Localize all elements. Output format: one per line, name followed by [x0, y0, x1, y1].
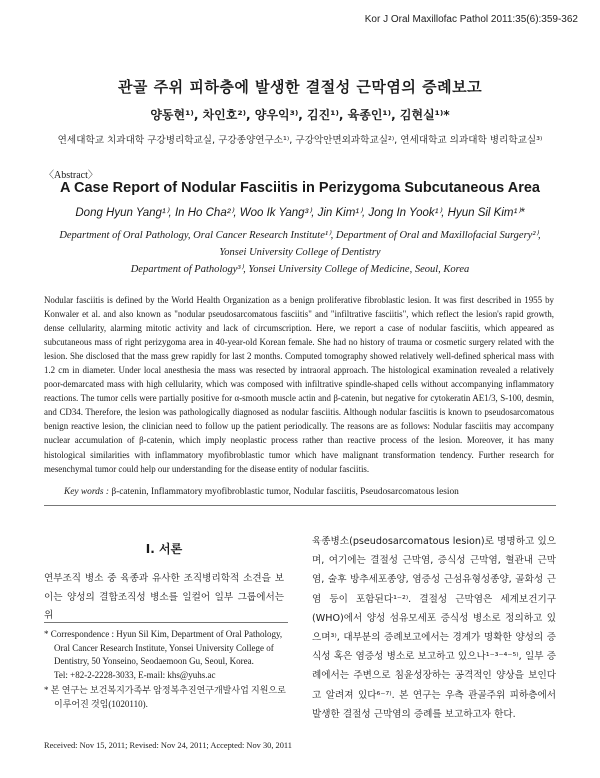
footnote-line: Dentistry, 50 Yonseino, Seodaemoon Gu, Seoul, Korea. — [54, 656, 254, 666]
footnote-line: * 본 연구는 보건복지가족부 암정복추진연구개발사업 지원으로 — [44, 685, 286, 695]
korean-affiliations: 연세대학교 치과대학 구강병리학교실, 구강종양연구소¹⁾, 구강악안면외과학교실²⁾, 연세대학교 의과대학 병리학교실³⁾ — [57, 135, 543, 146]
footnote-line: * Correspondence : Hyun Sil Kim, Department of Oral Pathology, — [44, 629, 283, 639]
korean-title: 관골 주위 피하층에 발생한 결절성 근막염의 증례보고 — [117, 78, 483, 96]
footnote-correspondence — [44, 628, 288, 682]
footnote-line: 이루어진 것임(1020110). — [54, 698, 148, 709]
abstract-label: 〈Abstract〉 — [44, 170, 98, 181]
footnote-line: Oral Cancer Research Institute, Yonsei University College of — [54, 642, 274, 653]
footnotes — [44, 628, 288, 713]
keywords-label: Key words : — [64, 487, 109, 497]
abstract-divider — [44, 505, 556, 506]
keywords-line — [64, 487, 459, 497]
journal-citation: Kor J Oral Maxillofac Pathol 2011:35(6):359-362 — [364, 14, 578, 25]
english-affiliation-line: Department of Pathology³⁾, Yonsei University College of Medicine, Seoul, Korea — [130, 264, 470, 275]
intro-left-column: 연부조직 병소 중 육종과 유사한 조직병리학적 소견을 보이는 양성의 결합조직성 병소를 일컬어 일부 그룹에서는 위 — [44, 573, 284, 621]
received-dates: Received: Nov 15, 2011; Revised: Nov 24, 2011; Accepted: Nov 30, 2011 — [44, 741, 292, 750]
abstract-body: Nodular fasciitis is defined by the World Health Organization as a benign proliferative fibroblastic lesion. It was first described in 1955 by Konwaler et al. and also known as "nodular pseudosarcomatous fasciitis" and "infiltrative fasciitis", which reflect the lesion's rapid growth, dense cellularity, alarming mitotic activity and lack of circumscription. Here, we report a case of nodular fasciitis, which appeared as subcutaneous mass of right perizygoma area in 40-year-old Korean female. She had no history of trauma or cosmetic surgery related with the lesion. She disclosed that the mass grew rapidly for last 2 months. Computed tomography showed relatively well-defined spherical mass with 1.2 cm in diameter. Under local anesthesia the mass was resected by intraoral approach. The histological examination revealed a relatively poor-demarcated mass with high cellularity, which was composed with infiltrative spindle-shaped cells without accompanying inflammatory reactions. The tumor cells were partially positive for α-smooth muscle actin and β-catenin, but negative for cytokeratin AE1/3, S-100, desmin, and CD34. Therefore, the lesion was pathologically diagnosed as nodular fasciitis. Although nodular fasciitis is known to pseudosarcomatous benign reactive lesion, the clinician need to follow up the patient periodically. The reasons are as follows: Nodular fasciitis may accompany nuclear accumulation of β-catenin, which imply neoplastic process rather than reactive process of the lesion. Moreover, it has many histological similarities with inflammatory myofibroblastic tumor which have malignant transformation tendency. Further research for mesenchymal tumor could help our understanding for the disease entity of nodular fasciitis. — [44, 295, 554, 474]
intro-right-column: 육종병소(pseudosarcomatous lesion)로 명명하고 있으며, 여기에는 결절성 근막염, 증식성 근막염, 혈관내 근막염, 술후 방추세포종양, 염증성 근섬유형성종양, 골화성 근염 등이 포함된다¹⁻²⁾. 결절성 근막염은 세계보건기구(WHO)에서 양성 섬유모세포 증식성 병소로 정의하고 있으며³⁾, 대부분의 증례보고에서는 경계가 명확한 양성의 증식성 혹은 염증성 병소로 보고하고 있으나¹⁻³⁻⁴⁻⁵⁾, 일부 증례에서는 주변으로 침윤성장하는 공격적인 양상을 보인다고 알려져 있다⁶⁻⁷⁾. 본 연구는 우측 관골주위 피하층에서 발생한 결절성 근막염의 증례를 보고하고자 한다. — [312, 536, 556, 720]
korean-authors: 양동현¹⁾, 차인호²⁾, 양우익³⁾, 김진¹⁾, 육종인¹⁾, 김현실¹⁾* — [150, 108, 450, 122]
keywords-list: β-catenin, Inflammatory myofibroblastic tumor, Nodular fasciitis, Pseudosarcomatous lesion — [111, 487, 459, 497]
section-heading-introduction: Ⅰ. 서론 — [145, 542, 183, 556]
footnote-divider — [44, 622, 288, 623]
english-authors: Dong Hyun Yang¹⁾, In Ho Cha²⁾, Woo Ik Yang³⁾, Jin Kim¹⁾, Jong In Yook¹⁾, Hyun Sil Kim¹⁾* — [75, 207, 525, 219]
footnote-funding — [44, 684, 288, 711]
footnote-line: Tel: +82-2-2228-3033, E-mail: khs@yuhs.ac — [54, 669, 216, 680]
english-title: A Case Report of Nodular Fasciitis in Perizygoma Subcutaneous Area — [60, 180, 540, 196]
english-affiliation-line: Yonsei University College of Dentistry — [219, 247, 381, 258]
english-affiliation-line: Department of Oral Pathology, Oral Cancer Research Institute¹⁾, Department of Oral and Maxillofacial Surgery²⁾, — [59, 230, 541, 241]
